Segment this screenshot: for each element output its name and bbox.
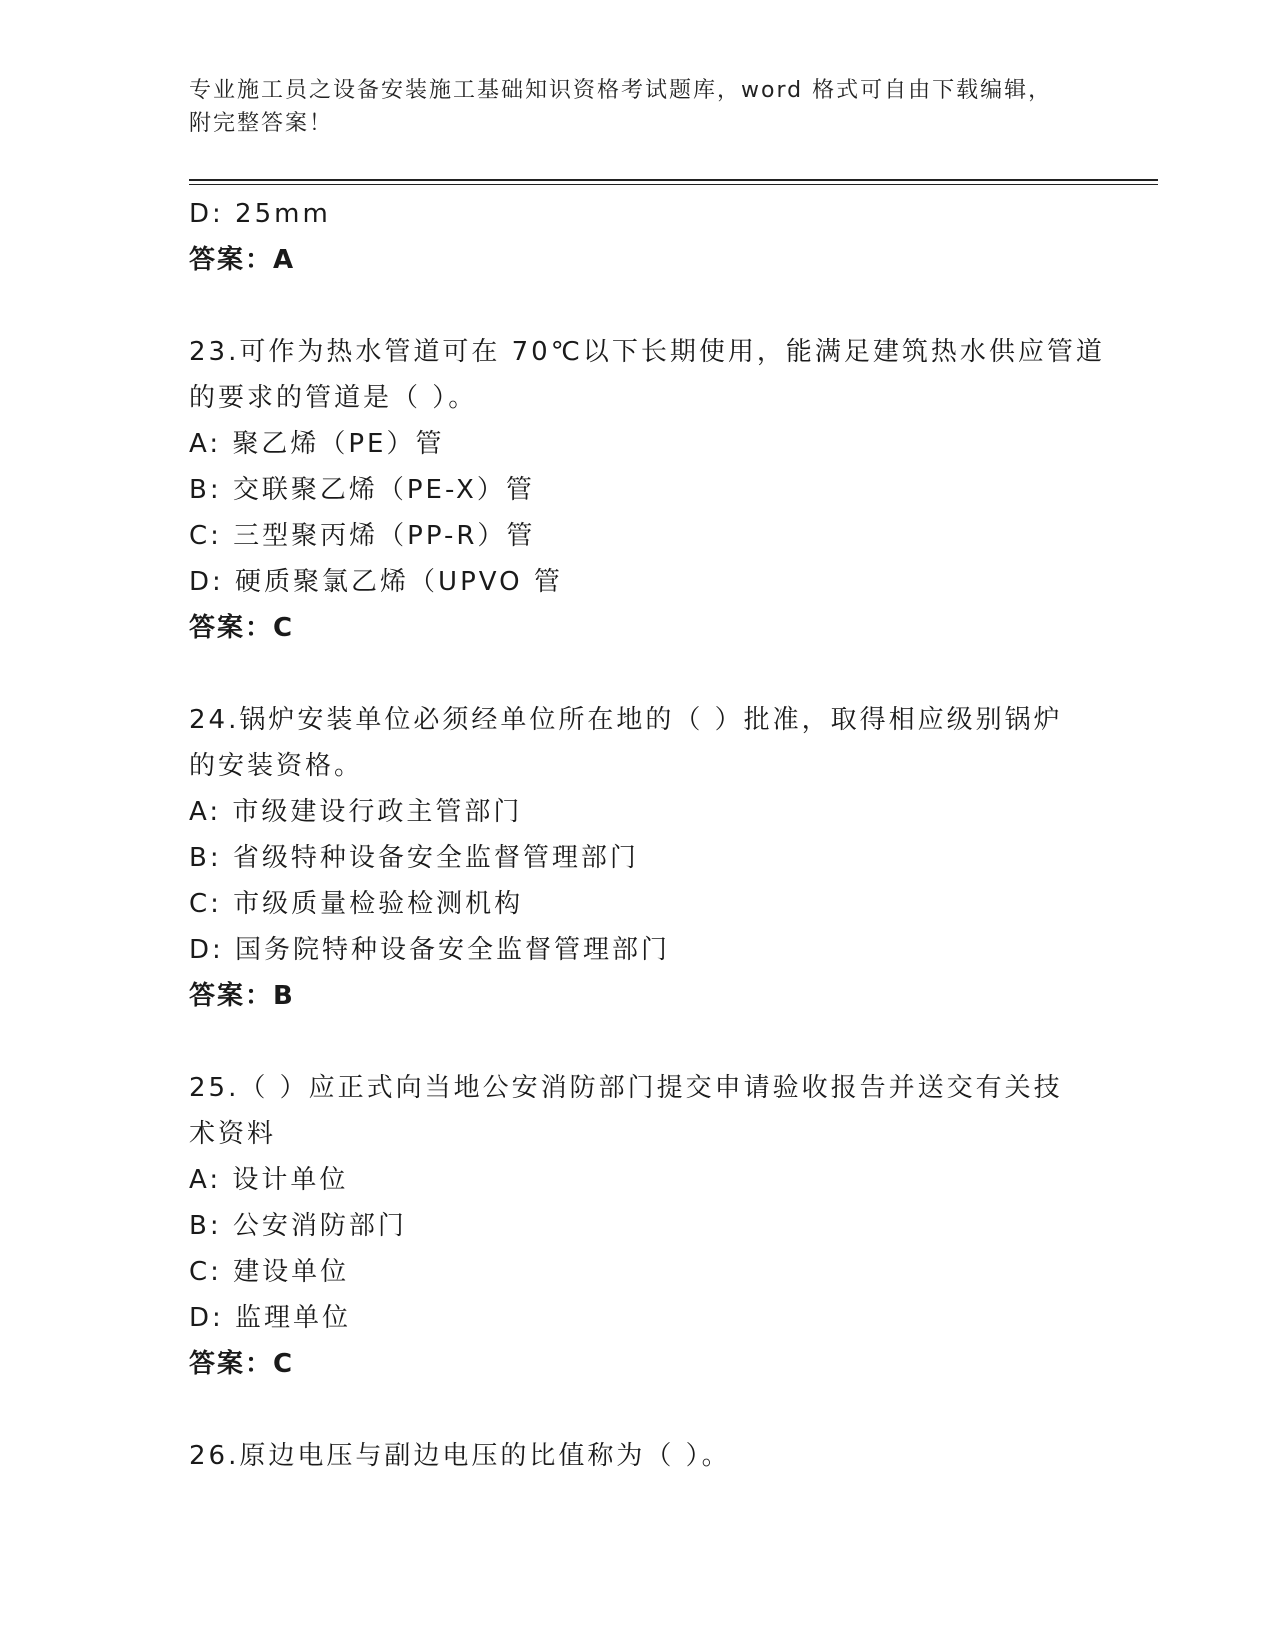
- prev-question-answer: 答案：A: [189, 245, 296, 275]
- question-25-option-d: D: 监理单位: [189, 1303, 352, 1333]
- question-24-option-d: D: 国务院特种设备安全监督管理部门: [189, 935, 671, 965]
- question-25-option-c: C: 建设单位: [189, 1257, 350, 1287]
- question-23: [189, 329, 1105, 651]
- question-23-text-line-2: 的要求的管道是（ ）。: [189, 383, 478, 413]
- header-divider-thick: [189, 179, 1158, 181]
- question-24-answer: 答案：B: [189, 981, 295, 1011]
- question-24-option-c: C: 市级质量检验检测机构: [189, 889, 524, 919]
- question-25-option-b: B: 公安消防部门: [189, 1211, 407, 1241]
- question-25-text-line-1: 25.（ ）应正式向当地公安消防部门提交申请验收报告并送交有关技: [189, 1073, 1063, 1103]
- question-25-text-line-2: 术资料: [189, 1119, 277, 1149]
- question-23-option-b: B: 交联聚乙烯（PE-X）管: [189, 475, 535, 505]
- question-23-option-c: C: 三型聚丙烯（PP-R）管: [189, 521, 536, 551]
- question-25-option-a: A: 设计单位: [189, 1165, 349, 1195]
- document-header: [189, 74, 1089, 140]
- question-23-text-line-1: 23.可作为热水管道可在 70℃以下长期使用，能满足建筑热水供应管道: [189, 337, 1105, 367]
- question-25-answer: 答案：C: [189, 1349, 295, 1379]
- question-24: [189, 697, 1089, 1019]
- spacer: [189, 651, 1089, 697]
- spacer: [189, 1387, 1089, 1433]
- question-26-text-line-1: 26.原边电压与副边电压的比值称为（ ）。: [189, 1441, 731, 1471]
- spacer: [189, 1019, 1089, 1065]
- header-title-line-1: 专业施工员之设备安装施工基础知识资格考试题库，word 格式可自由下载编辑，: [189, 78, 1053, 103]
- question-24-option-a: A: 市级建设行政主管部门: [189, 797, 523, 827]
- question-24-text-line-2: 的安装资格。: [189, 751, 364, 781]
- question-26: [189, 1433, 1089, 1479]
- prev-question-option-d: D: 25mm: [189, 199, 331, 229]
- question-23-option-d: D: 硬质聚氯乙烯（UPVO 管: [189, 567, 563, 597]
- header-divider-thin: [189, 184, 1158, 185]
- question-23-answer: 答案：C: [189, 613, 295, 643]
- question-24-option-b: B: 省级特种设备安全监督管理部门: [189, 843, 639, 873]
- question-25: [189, 1065, 1089, 1387]
- question-list: [189, 191, 1105, 1479]
- question-23-option-a: A: 聚乙烯（PE）管: [189, 429, 445, 459]
- question-24-text-line-1: 24.锅炉安装单位必须经单位所在地的（ ）批准，取得相应级别锅炉: [189, 705, 1063, 735]
- spacer: [189, 283, 1089, 329]
- header-title-line-2: 附完整答案！: [189, 111, 334, 136]
